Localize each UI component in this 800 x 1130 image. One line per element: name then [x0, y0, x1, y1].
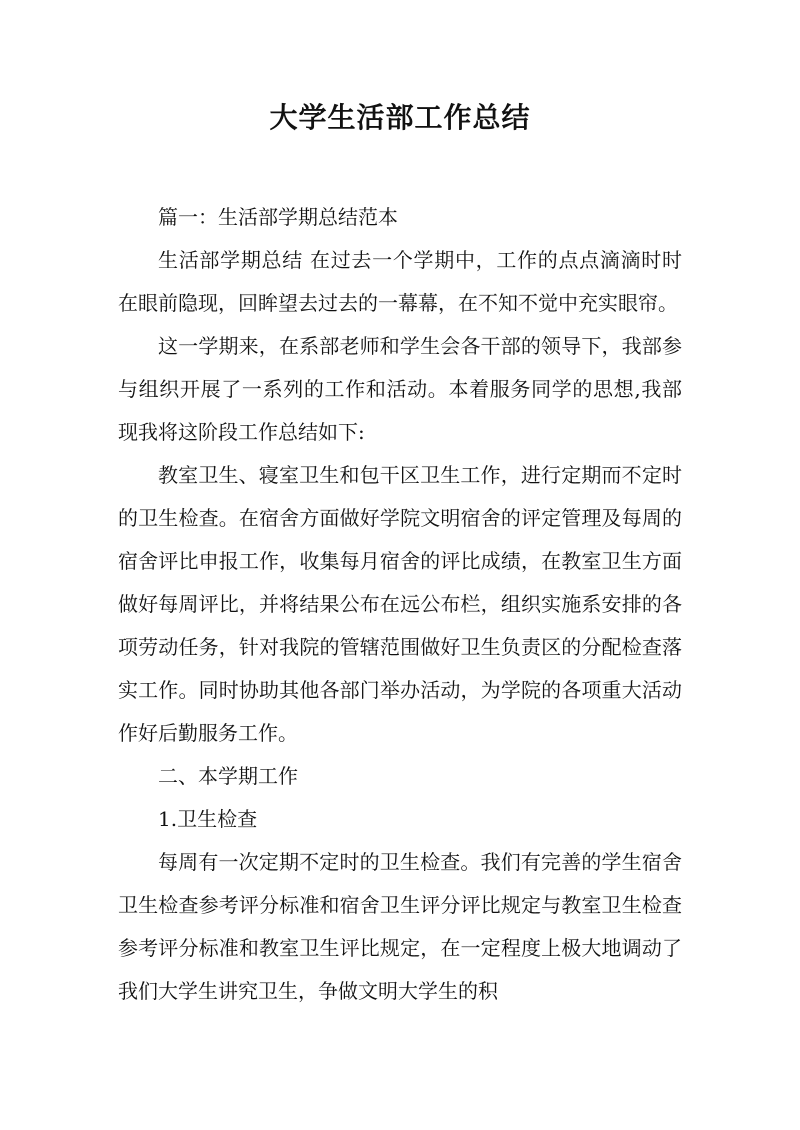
paragraph-subheading-inspection: 1.卫生检查: [158, 807, 258, 831]
document-title: 大学生活部工作总结: [269, 101, 531, 134]
paragraph-hygiene-work: 教室卫生、寝室卫生和包干区卫生工作，进行定期而不定时的卫生检查。在宿舍方面做好学院文明宿舍的评定管理及每周的宿舍评比申报工作，收集每月宿舍的评比成绩，在教室卫生方面做好每周评比，并将结果公布在远公布栏，组织实施系安排的各项劳动任务，针对我院的管辖范围做好卫生负责区的分配检查落实工作。同时协助其他各部门举办活动，为学院的各项重大活动作好后勤服务工作。: [118, 463, 682, 745]
document-body: [118, 196, 682, 1013]
paragraph-inspection-detail: 每周有一次定期不定时的卫生检查。我们有完善的学生宿舍卫生检查参考评分标准和宿舍卫生评分评比规定与教室卫生检查参考评分标准和教室卫生评比规定，在一定程度上极大地调动了我们大学生讲究卫生，争做文明大学生的积: [118, 850, 682, 1003]
paragraph-subheading-term-work: 二、本学期工作: [158, 764, 298, 788]
paragraph-section-heading: 篇一：生活部学期总结范本: [158, 205, 398, 229]
paragraph-intro: 生活部学期总结 在过去一个学期中，工作的点点滴滴时时在眼前隐现，回眸望去过去的一幕幕，在不知不觉中充实眼帘。: [118, 248, 682, 315]
paragraph-overview: 这一学期来，在系部老师和学生会各干部的领导下，我部参与组织开展了一系列的工作和活动。本着服务同学的思想,我部现我将这阶段工作总结如下:: [118, 334, 682, 444]
